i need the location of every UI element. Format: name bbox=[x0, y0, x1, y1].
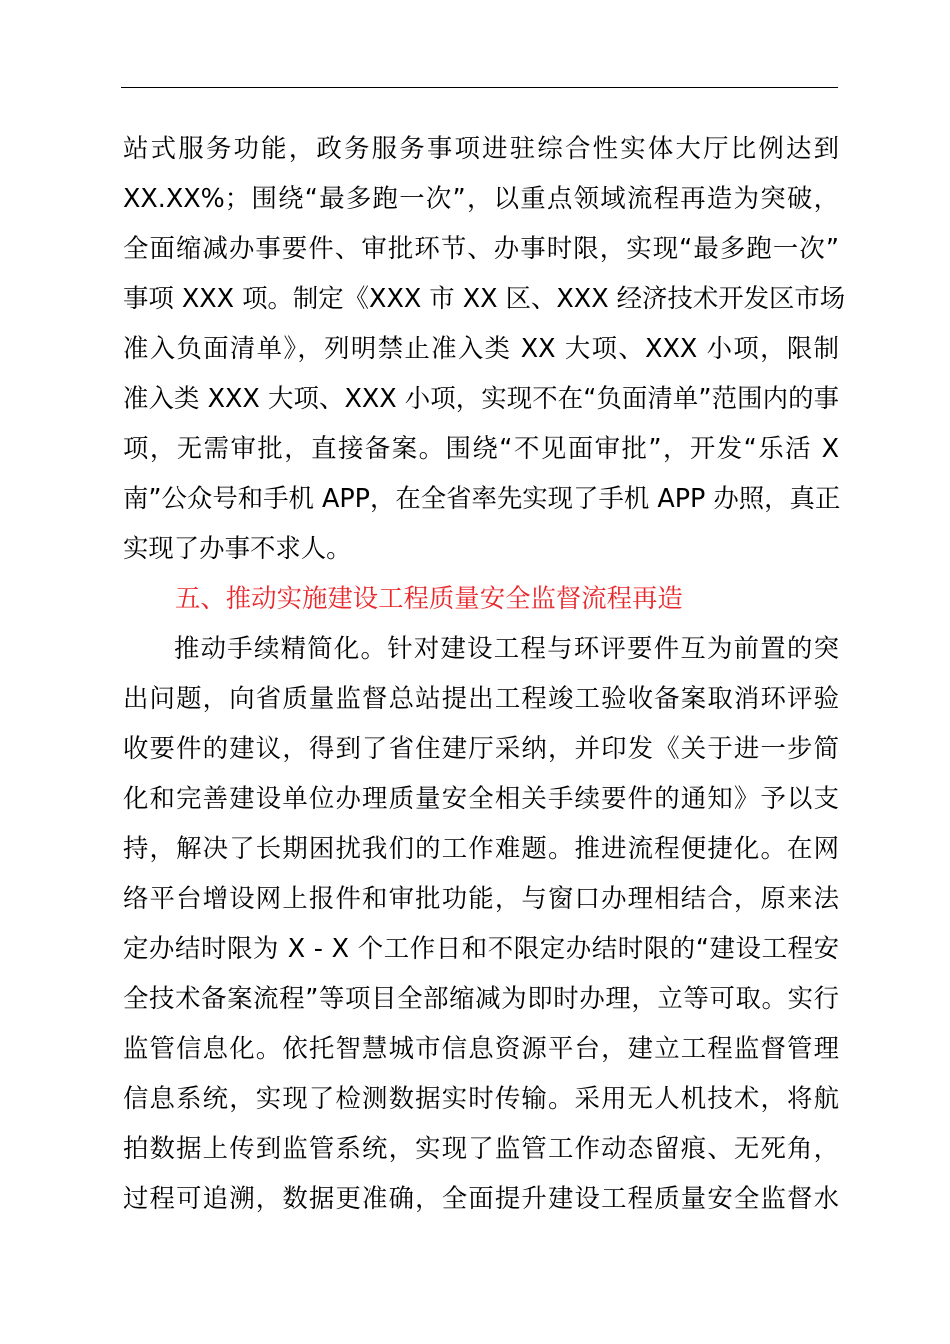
paragraph-line: 信息系统，实现了检测数据实时传输。采用无人机技术，将航 bbox=[123, 1083, 839, 1113]
paragraph-line: 站式服务功能，政务服务事项进驻综合性实体大厅比例达到 bbox=[123, 133, 839, 163]
paragraph-line: 过程可追溯，数据更准确，全面提升建设工程质量安全监督水 bbox=[123, 1183, 839, 1213]
paragraph-2 bbox=[123, 623, 839, 1223]
paragraph-line: 拍数据上传到监管系统，实现了监管工作动态留痕、无死角， bbox=[123, 1133, 839, 1163]
section-heading: 五、推动实施建设工程质量安全监督流程再造 bbox=[175, 583, 683, 613]
paragraph-line: 南”公众号和手机 APP，在全省率先实现了手机 APP 办照，真正 bbox=[123, 483, 841, 513]
paragraph-line: 收要件的建议，得到了省住建厅采纳，并印发《关于进一步简 bbox=[123, 733, 839, 763]
paragraph-line: 实现了办事不求人。 bbox=[123, 533, 352, 563]
paragraph-1 bbox=[123, 123, 846, 573]
paragraph-line: 定办结时限为 X - X 个工作日和不限定办结时限的“建设工程安 bbox=[123, 933, 839, 963]
paragraph-line: 推动手续精简化。针对建设工程与环评要件互为前置的突 bbox=[174, 633, 839, 663]
paragraph-line: 准入负面清单》，列明禁止准入类 XX 大项、XXX 小项，限制 bbox=[123, 333, 839, 363]
paragraph-line: XX.XX%；围绕“最多跑一次”，以重点领域流程再造为突破， bbox=[123, 183, 839, 213]
paragraph-line: 项，无需审批，直接备案。围绕“不见面审批”，开发“乐活 X bbox=[123, 433, 839, 463]
paragraph-line: 化和完善建设单位办理质量安全相关手续要件的通知》予以支 bbox=[123, 783, 839, 813]
paragraph-line: 络平台增设网上报件和审批功能，与窗口办理相结合，原来法 bbox=[123, 883, 839, 913]
paragraph-line: 全技术备案流程”等项目全部缩减为即时办理，立等可取。实行 bbox=[123, 983, 839, 1013]
paragraph-line: 监管信息化。依托智慧城市信息资源平台，建立工程监督管理 bbox=[123, 1033, 839, 1063]
paragraph-line: 出问题，向省质量监督总站提出工程竣工验收备案取消环评验 bbox=[123, 683, 839, 713]
paragraph-line: 准入类 XXX 大项、XXX 小项，实现不在“负面清单”范围内的事 bbox=[123, 383, 839, 413]
paragraph-line: 持，解决了长期困扰我们的工作难题。推进流程便捷化。在网 bbox=[123, 833, 839, 863]
paragraph-line: 事项 XXX 项。制定《XXX 市 XX 区、XXX 经济技术开发区市场 bbox=[123, 283, 846, 313]
paragraph-line: 全面缩减办事要件、审批环节、办事时限，实现“最多跑一次” bbox=[123, 233, 839, 263]
header-rule bbox=[121, 87, 838, 88]
